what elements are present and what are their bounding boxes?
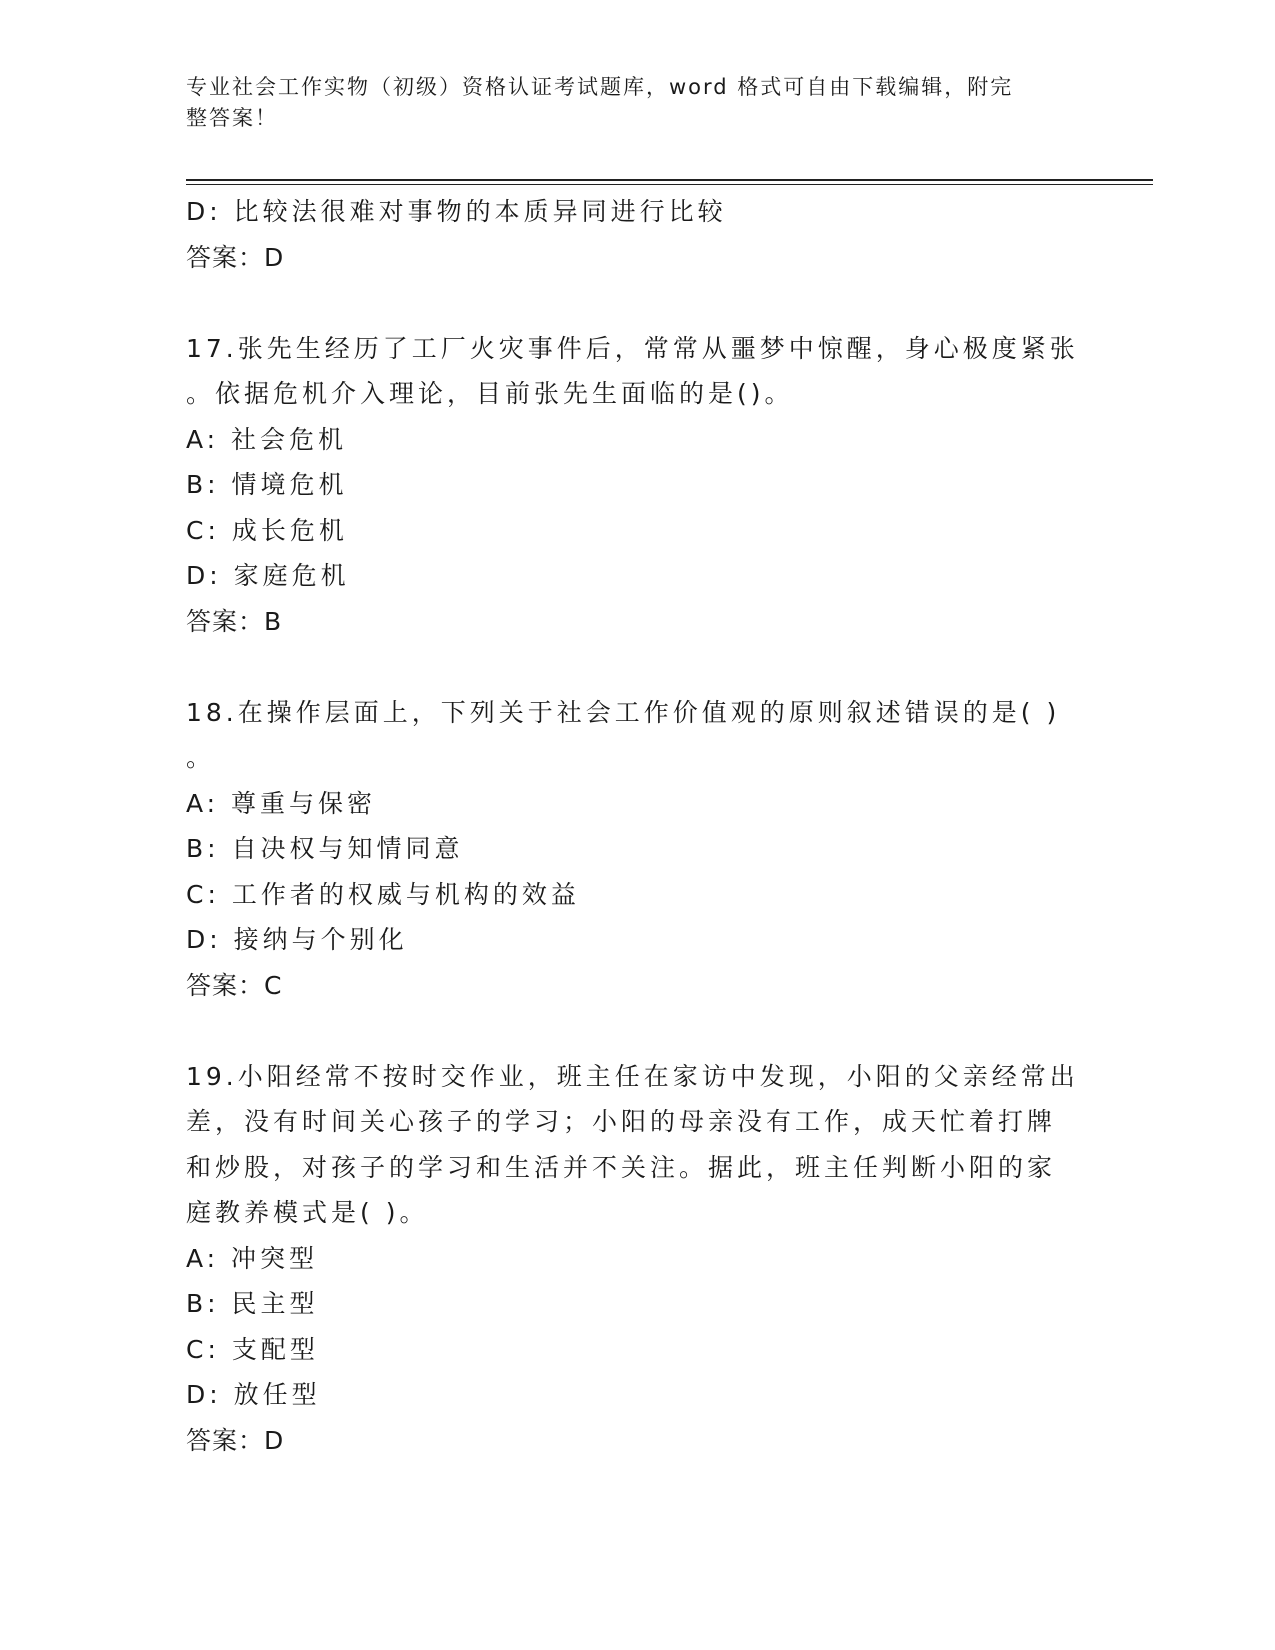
header-line-2: 整答案！	[186, 106, 278, 130]
question-18	[186, 690, 1086, 1009]
document-header	[186, 72, 1086, 134]
question-stem-line: 庭教养模式是( )。	[186, 1198, 429, 1227]
question-stem-line: 差，没有时间关心孩子的学习；小阳的母亲没有工作，成天忙着打牌	[186, 1107, 1057, 1136]
option-c: C: 支配型	[186, 1334, 319, 1364]
spacer	[186, 644, 1086, 690]
option-a: A: 冲突型	[186, 1243, 319, 1273]
option-b: B: 自决权与知情同意	[186, 834, 464, 863]
question-stem-line: 18.在操作层面上，下列关于社会工作价值观的原则叙述错误的是( )	[186, 697, 1061, 727]
option-d: D: 比较法很难对事物的本质异同进行比较	[186, 197, 727, 226]
option-c: C: 工作者的权威与机构的效益	[186, 879, 580, 909]
option-d: D: 放任型	[186, 1380, 321, 1409]
option-b: B: 民主型	[186, 1289, 319, 1318]
option-d: D: 接纳与个别化	[186, 925, 408, 954]
option-b: B: 情境危机	[186, 470, 348, 499]
answer-line: 答案：D	[186, 1425, 285, 1455]
header-divider-thick	[186, 179, 1153, 181]
previous-question-tail	[186, 189, 1086, 280]
answer-line: 答案：D	[186, 242, 285, 272]
question-17	[186, 326, 1086, 645]
spacer	[186, 280, 1086, 326]
question-stem-line: 。依据危机介入理论，目前张先生面临的是()。	[186, 379, 794, 408]
question-stem-line: 17.张先生经历了工厂火灾事件后，常常从噩梦中惊醒，身心极度紧张	[186, 333, 1079, 363]
answer-line: 答案：B	[186, 606, 283, 636]
question-stem-line: 和炒股，对孩子的学习和生活并不关注。据此，班主任判断小阳的家	[186, 1152, 1057, 1182]
option-a: A: 尊重与保密	[186, 788, 377, 818]
option-d: D: 家庭危机	[186, 561, 350, 590]
option-c: C: 成长危机	[186, 515, 348, 545]
answer-line: 答案：C	[186, 970, 283, 1000]
question-19	[186, 1054, 1086, 1464]
document-body	[186, 189, 1086, 1463]
spacer	[186, 1008, 1086, 1054]
header-divider-thin	[186, 184, 1153, 185]
question-stem-line: 。	[186, 743, 216, 772]
question-stem-line: 19.小阳经常不按时交作业，班主任在家访中发现，小阳的父亲经常出	[186, 1061, 1079, 1091]
header-line-1: 专业社会工作实物（初级）资格认证考试题库，word 格式可自由下载编辑，附完	[186, 75, 1014, 99]
option-a: A: 社会危机	[186, 424, 348, 454]
